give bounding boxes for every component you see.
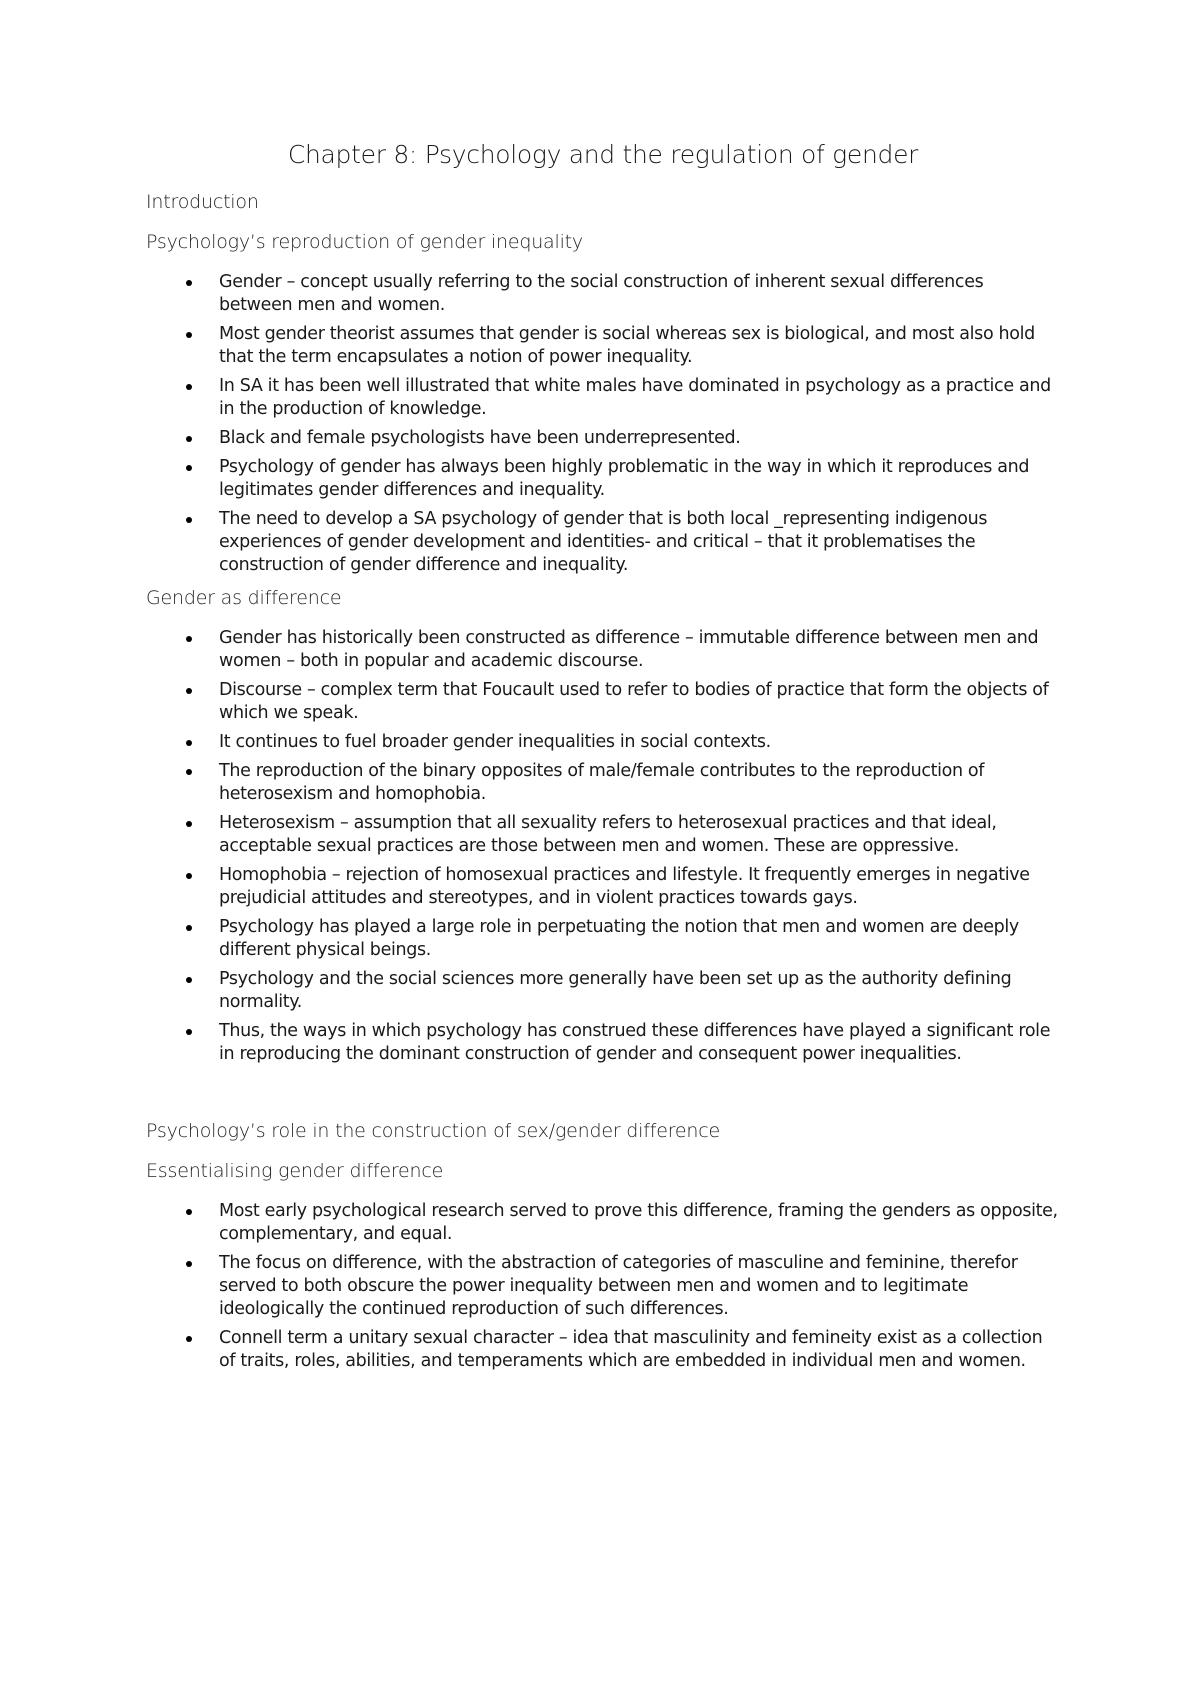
list-item	[146, 864, 1060, 910]
list-item	[146, 968, 1060, 1014]
difference-list	[146, 627, 1060, 1066]
bullet-icon	[186, 332, 192, 338]
list-item	[146, 627, 1060, 673]
bullet-icon	[186, 977, 192, 983]
bullet-icon	[186, 384, 192, 390]
list-item-text: Homophobia – rejection of homosexual practices and lifestyle. It frequently emerges in negative prejudicial attitudes and stereotypes, and in violent practices towards gays.	[219, 865, 1030, 908]
bullet-icon	[186, 925, 192, 931]
bullet-icon	[186, 688, 192, 694]
list-item-text: Connell term a unitary sexual character – idea that masculinity and femineity exist as a collection of traits, roles, abilities, and temperaments which are embedded in individual men and women.	[219, 1328, 1043, 1371]
list-item-text: Most gender theorist assumes that gender is social whereas sex is biological, and most also hold that the term encapsulates a notion of power inequality.	[219, 324, 1035, 367]
list-item	[146, 812, 1060, 858]
bullet-icon	[186, 821, 192, 827]
bullet-icon	[186, 436, 192, 442]
list-item-text: Thus, the ways in which psychology has construed these differences have played a significant role in reproducing the dominant construction of gender and consequent power inequalities.	[219, 1021, 1051, 1064]
list-item-text: The reproduction of the binary opposites of male/female contributes to the reproduction of heterosexism and homophobia.	[219, 761, 985, 804]
list-item-text: Psychology of gender has always been highly problematic in the way in which it reproduces and legitimates gender differences and inequality.	[219, 457, 1030, 500]
essentialising-list	[146, 1200, 1060, 1373]
bullet-icon	[186, 1209, 192, 1215]
bullet-icon	[186, 873, 192, 879]
list-item-text: Heterosexism – assumption that all sexuality refers to heterosexual practices and that ideal, acceptable sexual practices are those between men and women. These are oppressive.	[219, 813, 997, 856]
list-item-text: Most early psychological research served to prove this difference, framing the genders as opposite, complementary, and equal.	[219, 1201, 1058, 1244]
bullet-icon	[186, 1029, 192, 1035]
list-item	[146, 731, 1060, 754]
list-item	[146, 1020, 1060, 1066]
list-item-text: Discourse – complex term that Foucault used to refer to bodies of practice that form the objects of which we speak.	[219, 680, 1049, 723]
heading-reproduction: Psychology’s reproduction of gender inequality	[146, 231, 583, 253]
list-item	[146, 456, 1060, 502]
list-item-text: The focus on difference, with the abstraction of categories of masculine and feminine, therefor served to both obscure the power inequality between men and women and to legitimate ideologically the continued reproduction of such differences.	[219, 1253, 1018, 1319]
list-item-text: Psychology has played a large role in perpetuating the notion that men and women are deeply different physical beings.	[219, 917, 1019, 960]
list-item-text: The need to develop a SA psychology of gender that is both local _representing indigenous experiences of gender development and identities- and critical – that it problematises the construction of gender difference and inequality.	[219, 509, 988, 575]
reproduction-list	[146, 271, 1060, 577]
bullet-icon	[186, 636, 192, 642]
list-item	[146, 323, 1060, 369]
list-item	[146, 427, 1060, 450]
bullet-icon	[186, 517, 192, 523]
list-item	[146, 1200, 1060, 1246]
list-item	[146, 760, 1060, 806]
bullet-icon	[186, 280, 192, 286]
bullet-icon	[186, 1336, 192, 1342]
heading-construction: Psychology’s role in the construction of sex/gender difference	[146, 1120, 720, 1142]
list-item	[146, 916, 1060, 962]
list-item	[146, 679, 1060, 725]
heading-difference: Gender as difference	[146, 587, 342, 609]
heading-introduction: Introduction	[146, 191, 259, 213]
bullet-icon	[186, 1261, 192, 1267]
list-item-text: Psychology and the social sciences more generally have been set up as the authority defining normality.	[219, 969, 1012, 1012]
bullet-icon	[186, 740, 192, 746]
list-item	[146, 1327, 1060, 1373]
list-item-text: Gender has historically been constructed as difference – immutable difference between men and women – both in popular and academic discourse.	[219, 628, 1039, 671]
list-item	[146, 1252, 1060, 1321]
list-item-text: In SA it has been well illustrated that white males have dominated in psychology as a practice and in the production of knowledge.	[219, 376, 1051, 419]
spacer	[146, 1076, 1060, 1120]
page-title: Chapter 8: Psychology and the regulation of gender	[287, 140, 919, 169]
bullet-icon	[186, 769, 192, 775]
list-item	[146, 375, 1060, 421]
list-item	[146, 271, 1060, 317]
bullet-icon	[186, 465, 192, 471]
list-item-text: Gender – concept usually referring to the social construction of inherent sexual differences between men and women.	[219, 272, 984, 315]
list-item	[146, 508, 1060, 577]
list-item-text: Black and female psychologists have been underrepresented.	[219, 428, 741, 448]
list-item-text: It continues to fuel broader gender inequalities in social contexts.	[219, 732, 771, 752]
heading-essentialising: Essentialising gender difference	[146, 1160, 444, 1182]
